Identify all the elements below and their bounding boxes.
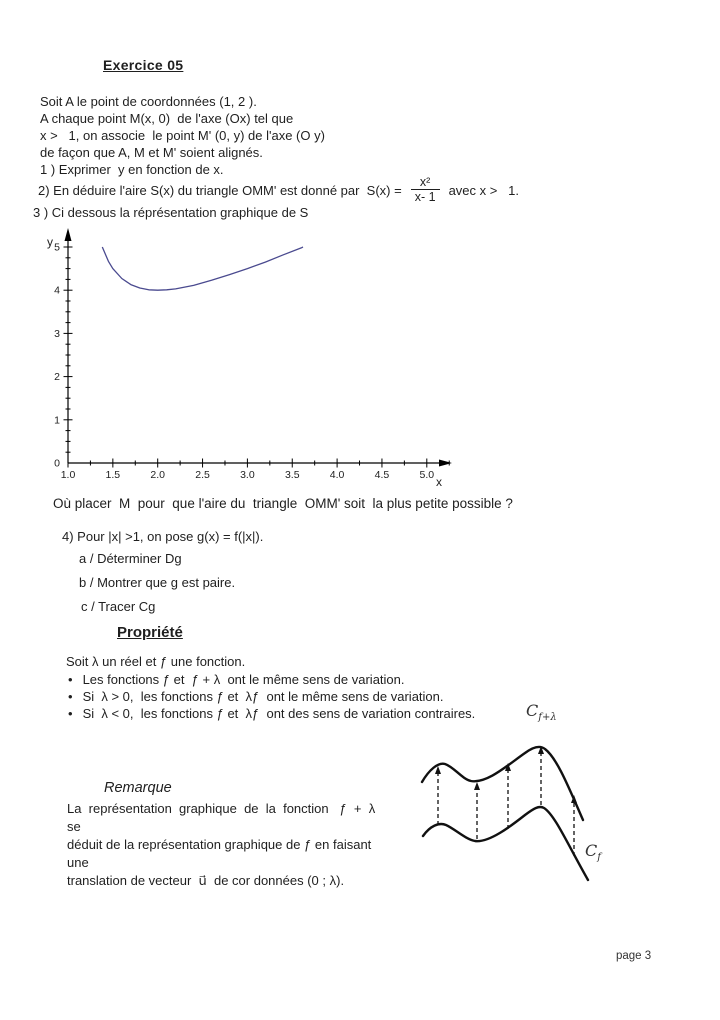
x-tick-label: 3.5 [284,469,300,481]
y-tick-label: 3 [54,327,60,340]
y-axis-label: y [47,235,53,249]
graph-question: Où placer M pour que l'aire du triangle OMM' soit la plus petite possible ? [53,496,513,511]
function-curve [102,247,303,290]
x-tick-label: 4.5 [374,469,390,481]
property-bullet [68,671,475,688]
intro-line: Soit A le point de coordonnées (1, 2 ). [40,94,257,109]
y-axis-arrow-icon [65,228,72,241]
bullet-dot-icon: • [68,672,73,687]
x-tick-label: 1.0 [60,469,76,481]
script-c-glyph: C [526,701,539,720]
y-tick-label: 2 [54,371,60,384]
s-curve-graph [38,226,458,492]
remark-paragraph [67,800,387,890]
fraction-denominator: x- 1 [411,189,440,205]
remark-line: déduit de la représentation graphique de ƒ en faisant une [67,837,375,870]
curve-f [423,807,588,880]
x-tick-label: 1.5 [105,469,121,481]
curve-label-subscript: f [597,852,601,864]
q2-text-after: avec x > 1. [448,182,520,198]
remark-line: translation de vecteur u⃗ de cor données (0 ; λ). [67,873,345,888]
y-tick-label: 5 [54,241,60,254]
x-tick-label: 2.0 [150,469,166,481]
x-tick-label: 4.0 [329,469,345,481]
curve-f-plus-lambda [422,747,583,820]
remark-heading: Remarque [104,780,172,796]
y-tick-label: 1 [54,414,60,427]
bullet-dot-icon: • [68,689,73,704]
property-bullet-text: Si λ > 0, les fonctions ƒ et λƒ ont le même sens de variation. [82,689,444,704]
intro-line: 1 ) Exprimer y en fonction de x. [40,162,224,177]
fraction-numerator: x² [419,175,431,189]
question-3: 3 ) Ci dessous la réprésentation graphique de S [33,205,309,220]
property-bullet-text: Si λ < 0, les fonctions ƒ et λƒ ont des sens de variation contraires. [82,706,476,721]
intro-paragraph [40,93,325,178]
intro-line: A chaque point M(x, 0) de l'axe (Ox) tel que [40,111,294,126]
x-tick-label: 5.0 [419,469,435,481]
intro-line: x > 1, on associe le point M' (0, y) de l'axe (O y) [40,128,325,143]
bullet-dot-icon: • [68,706,73,721]
question-4b: b / Montrer que g est paire. [79,575,236,590]
translation-sketch [413,698,648,893]
curve-label-f [585,841,601,863]
q2-text-before: 2) En déduire l'aire S(x) du triangle OMM' est donné par S(x) = [38,182,402,198]
property-intro: Soit λ un réel et ƒ une fonction. [66,654,246,669]
remark-line: La représentation graphique de la fonction ƒ + λ se [67,801,387,834]
property-bullet-text: Les fonctions ƒ et ƒ + λ ont le même sens de variation. [82,672,405,687]
script-c-glyph: C [585,841,598,860]
intro-line: de façon que A, M et M' soient alignés. [40,145,263,160]
y-tick-label: 0 [54,457,60,470]
translation-arrowheads [435,746,577,803]
page-number: page 3 [616,950,652,962]
x-axis-arrow-icon [439,460,452,467]
x-axis-label: x [436,475,442,489]
y-tick-label: 4 [54,284,60,297]
exercise-title: Exercice 05 [103,57,184,73]
x-tick-label: 3.0 [240,469,255,481]
question-4-head: 4) Pour |x| >1, on pose g(x) = f(|x|). [62,529,264,544]
property-heading: Propriété [117,624,183,641]
x-tick-label: 2.5 [195,469,210,481]
question-2 [38,172,519,208]
question-4a: a / Déterminer Dg [79,551,182,566]
fraction-x2-over-x-1 [408,175,443,205]
question-4c: c / Tracer Cg [81,599,156,614]
curve-label-subscript: f+λ [538,712,557,724]
